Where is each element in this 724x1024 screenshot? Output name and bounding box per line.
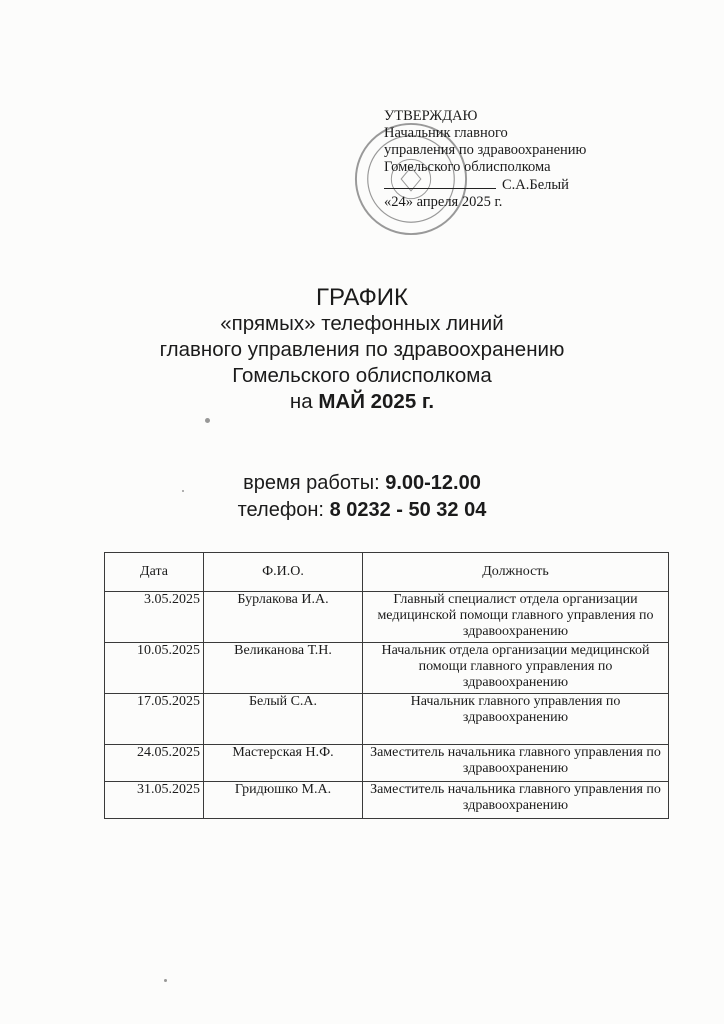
title-month-row [0, 389, 724, 415]
title-main: ГРАФИК [315, 284, 409, 311]
cell-name: Гридюшко М.А. [204, 782, 363, 819]
table-row [105, 745, 669, 782]
cell-position: Заместитель начальника главного управления по здравоохранению [363, 782, 669, 819]
cell-position: Главный специалист отдела организации медицинской помощи главного управления по здравоохранению [363, 592, 669, 643]
approval-block [384, 108, 586, 211]
cell-date: 24.05.2025 [105, 745, 204, 782]
time-label: время работы: [243, 472, 380, 494]
signature-line [384, 176, 496, 189]
month-prefix: на [289, 390, 313, 413]
time-value: 9.00-12.00 [385, 472, 481, 494]
signature-row [384, 176, 586, 194]
cell-date: 10.05.2025 [105, 643, 204, 694]
cell-date: 31.05.2025 [105, 782, 204, 819]
approval-line: Начальник главного [384, 125, 508, 141]
phone-label: телефон: [237, 499, 324, 521]
scan-speck [182, 490, 184, 492]
approval-line: управления по здравоохранению [384, 142, 587, 158]
table-row [105, 592, 669, 643]
approval-heading: УТВЕРЖДАЮ [384, 108, 478, 124]
phone-row [0, 497, 724, 524]
header-date: Дата [105, 553, 204, 592]
phone-value: 8 0232 - 50 32 04 [329, 499, 487, 521]
schedule-table [104, 552, 669, 819]
title-line: главного управления по здравоохранению [159, 338, 565, 361]
table-row [105, 643, 669, 694]
approval-line: Гомельского облисполкома [384, 159, 551, 175]
cell-name: Белый С.А. [204, 694, 363, 745]
cell-position: Начальник главного управления по здравоохранению [363, 694, 669, 745]
header-position: Должность [363, 553, 669, 592]
work-info [0, 470, 724, 524]
scan-speck [205, 418, 210, 423]
cell-position: Начальник отдела организации медицинской помощи главного управления по здравоохранению [363, 643, 669, 694]
table-header-row [105, 553, 669, 592]
cell-name: Великанова Т.Н. [204, 643, 363, 694]
cell-position: Заместитель начальника главного управления по здравоохранению [363, 745, 669, 782]
scan-speck [164, 979, 167, 982]
header-name: Ф.И.О. [204, 553, 363, 592]
title-line: «прямых» телефонных линий [220, 312, 504, 335]
table-row [105, 694, 669, 745]
cell-name: Бурлакова И.А. [204, 592, 363, 643]
cell-date: 3.05.2025 [105, 592, 204, 643]
title-line: Гомельского облисполкома [232, 364, 492, 387]
work-time-row [0, 470, 724, 497]
approval-date: «24» апреля 2025 г. [384, 194, 503, 210]
month-value: МАЙ 2025 г. [318, 390, 435, 413]
table-row [105, 782, 669, 819]
cell-date: 17.05.2025 [105, 694, 204, 745]
document-title [0, 285, 724, 415]
signer-name: С.А.Белый [502, 177, 569, 193]
cell-name: Мастерская Н.Ф. [204, 745, 363, 782]
